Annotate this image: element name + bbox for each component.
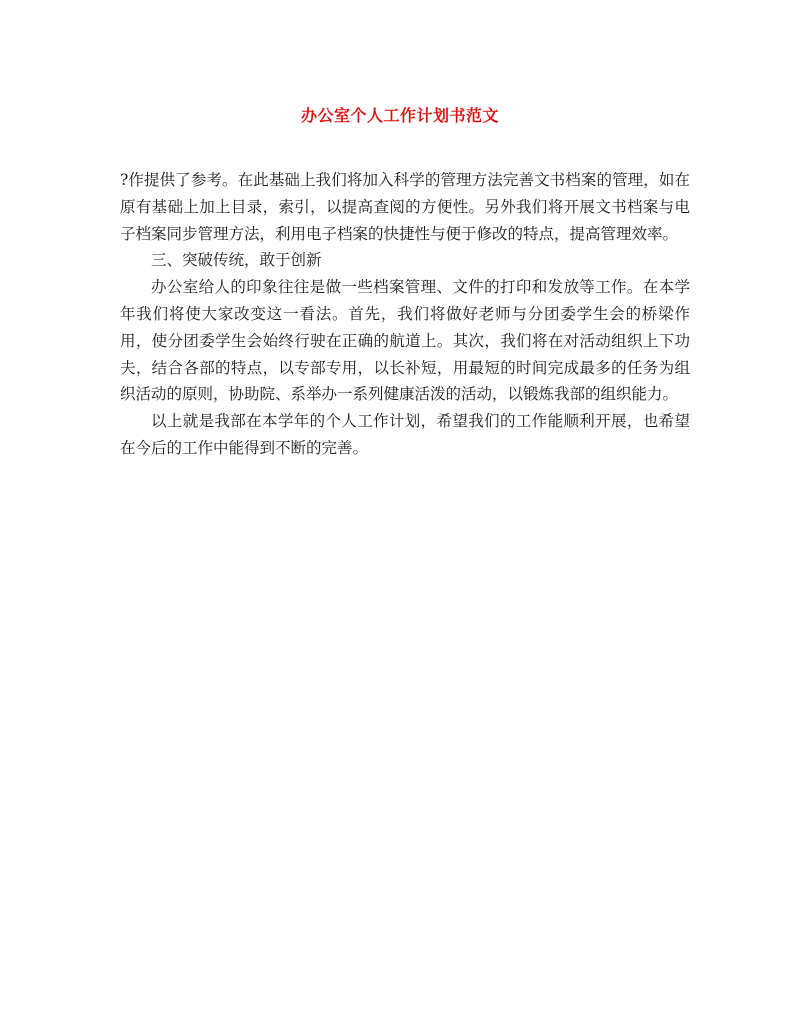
paragraph-continuation: ?作提供了参考。在此基础上我们将加入科学的管理方法完善文书档案的管理，如在原有基础上加上目录，索引，以提高查阅的方便性。另外我们将开展文书档案与电子档案同步管理方法，利用电子档案的快捷性与便于修改的特点，提高管理效率。 [120,171,690,243]
paragraph-innovation: 办公室给人的印象往往是做一些档案管理、文件的打印和发放等工作。在本学年我们将使大家改变这一看法。首先，我们将做好老师与分团委学生会的桥梁作用，使分团委学生会始终行驶在正确的航道上。其次，我们将在对活动组织上下功夫，结合各部的特点，以专部专用，以长补短，用最短的时间完成最多的任务为组织活动的原则，协助院、系举办一系列健康活泼的活动，以锻炼我部的组织能力。 [120,278,690,404]
document-body [120,167,690,462]
paragraph-conclusion: 以上就是我部在本学年的个人工作计划，希望我们的工作能顺利开展，也希望在今后的工作中能得到不断的完善。 [120,412,690,457]
section-heading: 三、突破传统，敢于创新 [151,251,322,270]
document-title: 办公室个人工作计划书范文 [300,106,499,125]
